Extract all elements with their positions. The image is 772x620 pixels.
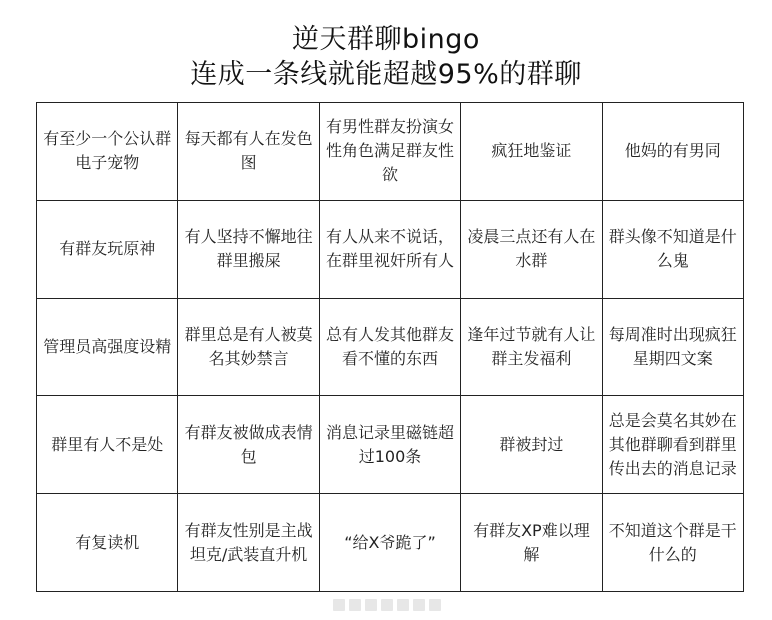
bingo-cell: [320, 299, 461, 397]
bingo-cell-text: 群里有人不是处: [51, 434, 164, 454]
title-block: [0, 22, 772, 92]
bingo-cell-text: 消息记录里磁链超过100条: [325, 422, 454, 466]
bingo-cell-text: 有至少一个公认群电子宠物: [43, 129, 172, 173]
bingo-cell-text: 不知道这个群是干什么的: [608, 520, 737, 564]
bingo-cell: [603, 201, 744, 299]
title-line-2: 连成一条线就能超越95%的群聊: [190, 59, 582, 90]
bingo-cell: [37, 396, 178, 494]
bingo-cell: [461, 299, 602, 397]
bingo-cell: [37, 103, 178, 201]
bingo-cell: [461, 201, 602, 299]
bingo-cell-text: 有群友性别是主战坦克/武装直升机: [184, 520, 313, 564]
watermark-block: [349, 599, 361, 611]
bingo-cell: [320, 201, 461, 299]
bingo-cell: [461, 396, 602, 494]
bingo-cell: [461, 494, 602, 592]
watermark-block: [381, 599, 393, 611]
watermark-block: [333, 599, 345, 611]
bingo-cell-text: 逢年过节就有人让群主发福利: [467, 324, 596, 368]
bingo-grid: [36, 102, 744, 592]
bingo-cell-text: 有群友被做成表情包: [184, 422, 313, 466]
title-line-1: 逆天群聊bingo: [292, 24, 480, 55]
bingo-cell-text: 每天都有人在发色图: [184, 129, 313, 173]
bingo-cell: [37, 299, 178, 397]
watermark-block: [365, 599, 377, 611]
bingo-cell-text: 有男性群友扮演女性角色满足群友性欲: [325, 117, 454, 185]
bingo-cell-text: 他妈的有男同: [624, 141, 721, 161]
bingo-cell-text: 群被封过: [499, 434, 564, 454]
bingo-cell: [320, 494, 461, 592]
bingo-cell-text: 有群友玩原神: [59, 239, 156, 259]
bingo-cell-text: 总有人发其他群友看不懂的东西: [325, 324, 454, 368]
watermark-block: [397, 599, 409, 611]
bingo-cell: [37, 201, 178, 299]
watermark: [333, 599, 441, 611]
bingo-cell-text: 有人坚持不懈地往群里搬屎: [184, 227, 313, 271]
bingo-cell: [178, 103, 319, 201]
bingo-cell-text: 总是会莫名其妙在其他群聊看到群里传出去的消息记录: [608, 410, 737, 478]
bingo-cell: [603, 299, 744, 397]
bingo-cell: [320, 103, 461, 201]
bingo-cell-text: 群头像不知道是什么鬼: [608, 227, 737, 271]
bingo-cell: [603, 396, 744, 494]
bingo-cell: [178, 396, 319, 494]
watermark-block: [413, 599, 425, 611]
bingo-cell: [603, 103, 744, 201]
bingo-cell-text: 有群友XP难以理解: [473, 520, 590, 564]
bingo-cell: [320, 396, 461, 494]
bingo-cell: [178, 494, 319, 592]
bingo-cell-text: 有复读机: [75, 532, 140, 552]
bingo-cell-text: “给X爷跪了”: [344, 532, 436, 552]
bingo-cell: [37, 494, 178, 592]
bingo-cell: [178, 299, 319, 397]
bingo-cell-text: 群里总是有人被莫名其妙禁言: [184, 324, 313, 368]
bingo-cell: [461, 103, 602, 201]
bingo-cell-text: 管理员高强度设精: [43, 336, 172, 356]
bingo-cell: [603, 494, 744, 592]
bingo-cell: [178, 201, 319, 299]
bingo-cell-text: 有人从来不说话，在群里视奸所有人: [325, 227, 454, 271]
watermark-block: [429, 599, 441, 611]
bingo-cell-text: 凌晨三点还有人在水群: [467, 227, 596, 271]
bingo-cell-text: 疯狂地鉴证: [491, 141, 572, 161]
bingo-cell-text: 每周准时出现疯狂星期四文案: [608, 324, 737, 368]
